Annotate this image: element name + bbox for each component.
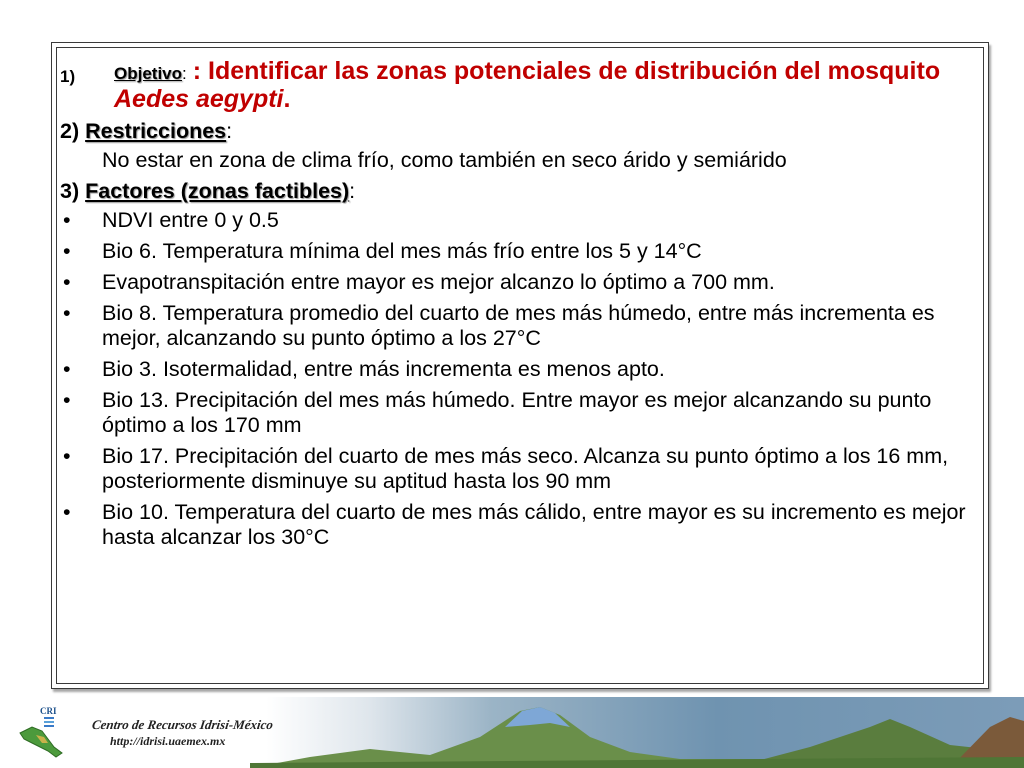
objective-row [60,58,980,113]
list-item: • Bio 8. Temperatura promedio del cuarto de mes más húmedo, entre más incrementa es mejor, alcanzando su punto óptimo a los 27°C [63,301,935,350]
list-item: • Bio 6. Temperatura mínima del mes más frío entre los 5 y 14°C [63,239,702,263]
factors-number: 3) [60,179,80,203]
objective-species: Aedes aegypti [114,85,284,113]
objective-number: 1) [60,67,76,86]
restrictions-heading [60,119,980,144]
factors-list [60,208,980,550]
objective-text-prefix: : Identificar las zonas potenciales de distribución del mosquito [192,57,941,85]
list-item: • Bio 10. Temperatura del cuarto de mes más cálido, entre mayor es su incremento es mejor hasta alcanzar los 30°C [63,500,966,549]
objective-colon: : [182,64,187,83]
factors-heading [60,179,980,204]
objective-text-suffix: . [283,85,291,113]
bullet-icon: • [63,357,71,381]
bullet-icon: • [63,301,71,325]
mountain-landscape-icon [250,697,1024,768]
list-item: • Bio 13. Precipitación del mes más húmedo. Entre mayor es mejor alcanzando su punto óptimo a los 170 mm [63,388,932,437]
factors-colon: : [349,179,356,203]
slide-content [60,58,980,556]
restrictions-number: 2) [60,119,80,143]
bullet-icon: • [63,239,71,263]
cri-logo-icon [14,703,84,763]
footer-url-link[interactable]: http://idrisi.uaemex.mx [110,734,226,748]
bullet-icon: • [63,444,71,468]
bullet-icon: • [63,208,71,232]
footer-banner [0,697,1024,768]
footer-center-name: Centro de Recursos Idrisi-México [91,717,275,732]
objective-label: Objetivo [114,64,183,83]
bullet-icon: • [63,500,71,524]
bullet-icon: • [63,270,71,294]
bullet-icon: • [63,388,71,412]
logo-text: CRI [40,706,57,716]
list-item: • Bio 17. Precipitación del cuarto de mes más seco. Alcanza su punto óptimo a los 16 mm, posteriormente disminuye su aptitud hasta los 90 mm [63,444,949,493]
restrictions-label: Restricciones [85,119,227,143]
objective-text [114,57,940,113]
restrictions-colon: : [226,119,233,143]
list-item: • NDVI entre 0 y 0.5 [63,208,279,232]
list-item: • Bio 3. Isotermalidad, entre más incrementa es menos apto. [63,357,665,381]
factors-label: Factores (zonas factibles) [85,179,350,203]
restrictions-text: No estar en zona de clima frío, como también en seco árido y semiárido [102,148,787,172]
list-item: • Evapotranspitación entre mayor es mejor alcanzo lo óptimo a 700 mm. [63,270,775,294]
